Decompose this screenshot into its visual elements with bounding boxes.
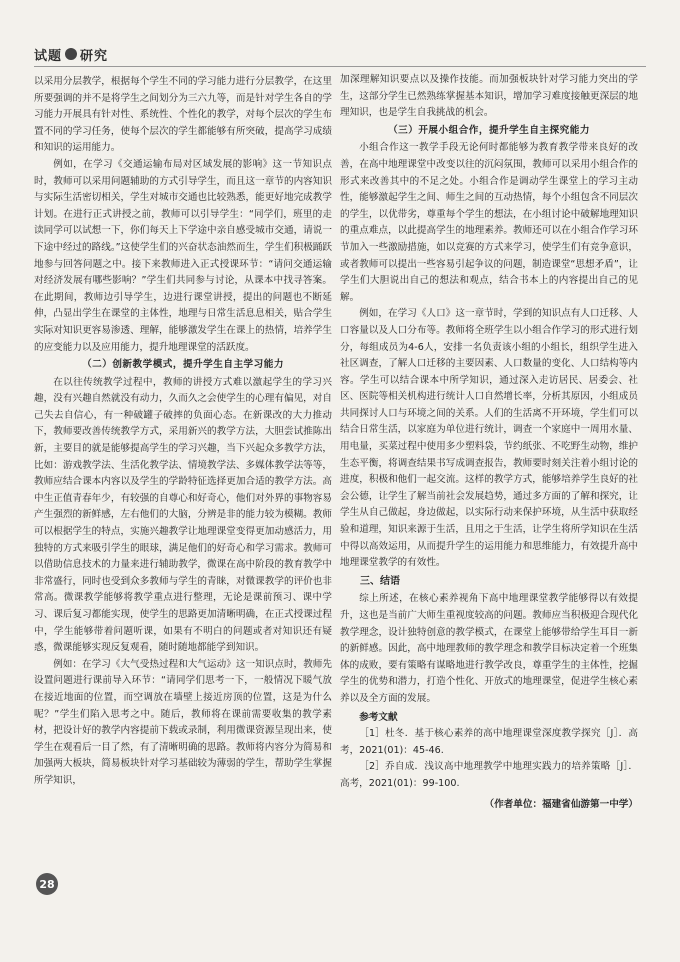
header-title-right: 研究 (80, 48, 109, 64)
references-heading: 参考文献 (359, 711, 398, 723)
section-heading: （三）开展小组合作，提升学生自主探究能力 (388, 124, 590, 136)
paragraph: 以采用分层教学，根据每个学生不同的学习能力进行分层教学，在这里所要强调的并不是将学生之间划分为三六九等，而是针对学生各自的学习能力开展具有针对性、系统性、个性化的教学，对每个层次的学生布置不同的学习任务，使每个层次的学生都能够有所突破，提高学习成绩和知识的运用能力。 (34, 76, 332, 154)
paragraph: 加深理解知识要点以及操作技能。而加强板块针对学习能力突出的学生，这部分学生已然熟练掌握基本知识，增加学习难度接触更深层的地理知识，也是学生自我挑战的机会。 (340, 74, 638, 119)
reference-item: ［1］杜冬．基于核心素养的高中地理课堂深度教学探究［J］．高考，2021(01)：45-46. (340, 728, 638, 756)
paragraph: 综上所述，在核心素养视角下高中地理课堂教学能够得以有效提升，这也是当前广大师生重视度较高的问题。教师应当积极迎合现代化教学理念，设计独特创意的教学模式，在课堂上能够带给学生耳目一新的新鲜感。因此，高中地理教师的教学理念和教学目标决定着一个班集体的成败，要有策略有谋略地进行教学改良，尊重学生的主体性，挖掘学生的优势和潜力，打造个性化、开放式的地理课堂，促进学生核心素养以及全方面的发展。 (340, 593, 638, 704)
header-title-left: 试题 (34, 48, 63, 64)
author-unit: （作者单位：福建省仙游第一中学） (484, 798, 638, 810)
header-logo-icon (65, 48, 77, 60)
page-header (34, 44, 108, 64)
left-column (34, 74, 332, 900)
paragraph: 例如：在学习《大气受热过程和大气运动》这一知识点时，教师先设置问题进行课前导入环节：“请同学们思考一下，一般情况下暖气放在接近地面的位置，而空调放在墙壁上接近房顶的位置，这是为什么呢？”学生们陷入思考之中。随后，教师将在课前需要收集的教学素材，把设计好的教学内容提前下载或录制，利用微课资源呈现出来，使学生在观看后一目了然，有了清晰明确的思路。教师将内容分为简易和加强两大板块，简易板块针对学习基础较为薄弱的学生，帮助学生掌握所学知识， (34, 658, 332, 786)
header-divider (34, 66, 646, 67)
paragraph: 例如，在学习《交通运输布局对区域发展的影响》这一节知识点时，教师可以采用问题辅助的方式引导学生，而且这一章节的内容知识与实际生活密切相关，学生对城市交通也比较熟悉，能更好地完成教学计划。在进行正式讲授之前，教师可以引导学生：“同学们，班里的走读同学可以试想一下，你们每天上下学途中亲自感受城市交通，请说一下途中经过的路线。”这使学生们的兴奋状态油然而生，学生们积极踊跃地参与回答问题之中。接下来教师进入正式授课环节：“请问交通运输对经济发展有哪些影响？”学生们共同参与讨论，从课本中找寻答案。在此期间，教师边引导学生，边进行课堂讲授，提出的问题也不断延伸，凸显出学生在课堂的主体性，地理与日常生活息息相关，贴合学生实际对知识更容易渗透、理解，能够激发学生在课上的热情，培养学生的应变能力以及应用能力，提升地理课堂的活跃度。 (34, 158, 332, 353)
section-heading: （二）创新教学模式，提升学生自主学习能力 (82, 359, 284, 371)
paragraph: 小组合作这一教学手段无论何时都能够为教育教学带来良好的改善，在高中地理课堂中改变以往的沉闷氛围，教师可以采用小组合作的形式来改善其中的不足之处。小组合作是调动学生课堂上的学习主动性，能够激起学生之间、师生之间的互动热情，每个小组包含不同层次的学生，以优带劣，尊重每个学生的想法，在小组讨论中破解地理知识的重点难点，以此提高学生的地理素养。教师还可以在小组合作学习环节加入一些激励措施，如以竞赛的方式来学习，使学生们有竞争意识，或者教师可以提出一些容易引起争议的问题，制造课堂“思想矛盾”，让学生们大胆说出自己的想法和观点，结合书本上的内容提出自己的见解。 (340, 142, 638, 303)
page-number: 28 (36, 873, 58, 895)
paragraph: 在以往传统教学过程中，教师的讲授方式难以激起学生的学习兴趣，没有兴趣自然就没有动力，久而久之会使学生的心理有偏见，对自己失去自信心，有一种破罐子破摔的负面心态。在新课改的大力推动下，教师要改善传统教学方式，采用新兴的教学方法，大胆尝试推陈出新，主要目的就是能够提高学生的学习兴趣，当下兴起众多教学方法，比如：游戏教学法、生活化教学法、情境教学法、多媒体教学法等等，教师应结合课本内容以及学生的学龄特征选择更加合适的教学方法。高中生正值青春年少，有较强的自尊心和好奇心，他们对外界的事物容易产生强烈的新鲜感，左右他们的大脑，分辨是非的能力较为模糊。教师可以根据学生的特点，实施兴趣教学让地理课堂变得更加动感活力，用独特的方式来吸引学生的眼球，满足他们的好奇心和学习需求。教师可以借助信息技术的力量来进行辅助教学，微课在高中阶段的教育教学中非常盛行，同时也受到众多教师与学生的青睐，对微课教学的评价也非常高。微课教学能够将教学重点进行整理，无论是课前预习、课中学习、课后复习都能实现，使学生的思路更加清晰明确，在正式授课过程中，学生能够带着问题听课，如果有不明白的问题或者对知识还有疑惑，微课能够实现反复观看，随时随地都能学到知识。 (34, 376, 332, 654)
right-column (340, 72, 638, 898)
conclusion-heading: 三、结语 (360, 575, 400, 587)
paragraph: 例如，在学习《人口》这一章节时，学到的知识点有人口迁移、人口容量以及人口分布等。教师将全班学生以小组合作学习的形式进行划分，每组成员为4-6人，安排一名负责该小组的小组长，组织学生进入社区调查，了解人口迁移的主要因素、人口数量的变化、人口结构等内容。学生可以结合课本中所学知识，通过深入走访居民、居委会、社区、医院等相关机构进行统计人口自然增长率，分析其原因，小组成员共同探讨人口与环境之间的关系。人们的生活离不开环境，学生们可以结合日常生活，以家庭为单位进行统计，调查一个家庭中一周用水量、用电量，买菜过程中使用多少塑料袋，节约纸张、不吃野生动物，维护生态平衡，将调查结果书写成调查报告，教师要时刻关注着小组讨论的进度，积极和他们一起交流。这样的教学方式，能够培养学生良好的社会公德，让学生了解当前社会发展趋势，通过多方面的了解和探究，让学生从自己做起，身边做起，以实际行动来保护环境，从生活中获取经验和道理，知识来源于生活，且用之于生活，让学生将所学知识在生活中得以高效运用，从而提升学生的运用能力和思维能力，有效提升高中地理课堂教学的有效性。 (340, 308, 638, 569)
reference-item: ［2］乔自成．浅议高中地理教学中地理实践力的培养策略［J］．高考，2021(01)：99-100. (340, 761, 638, 789)
